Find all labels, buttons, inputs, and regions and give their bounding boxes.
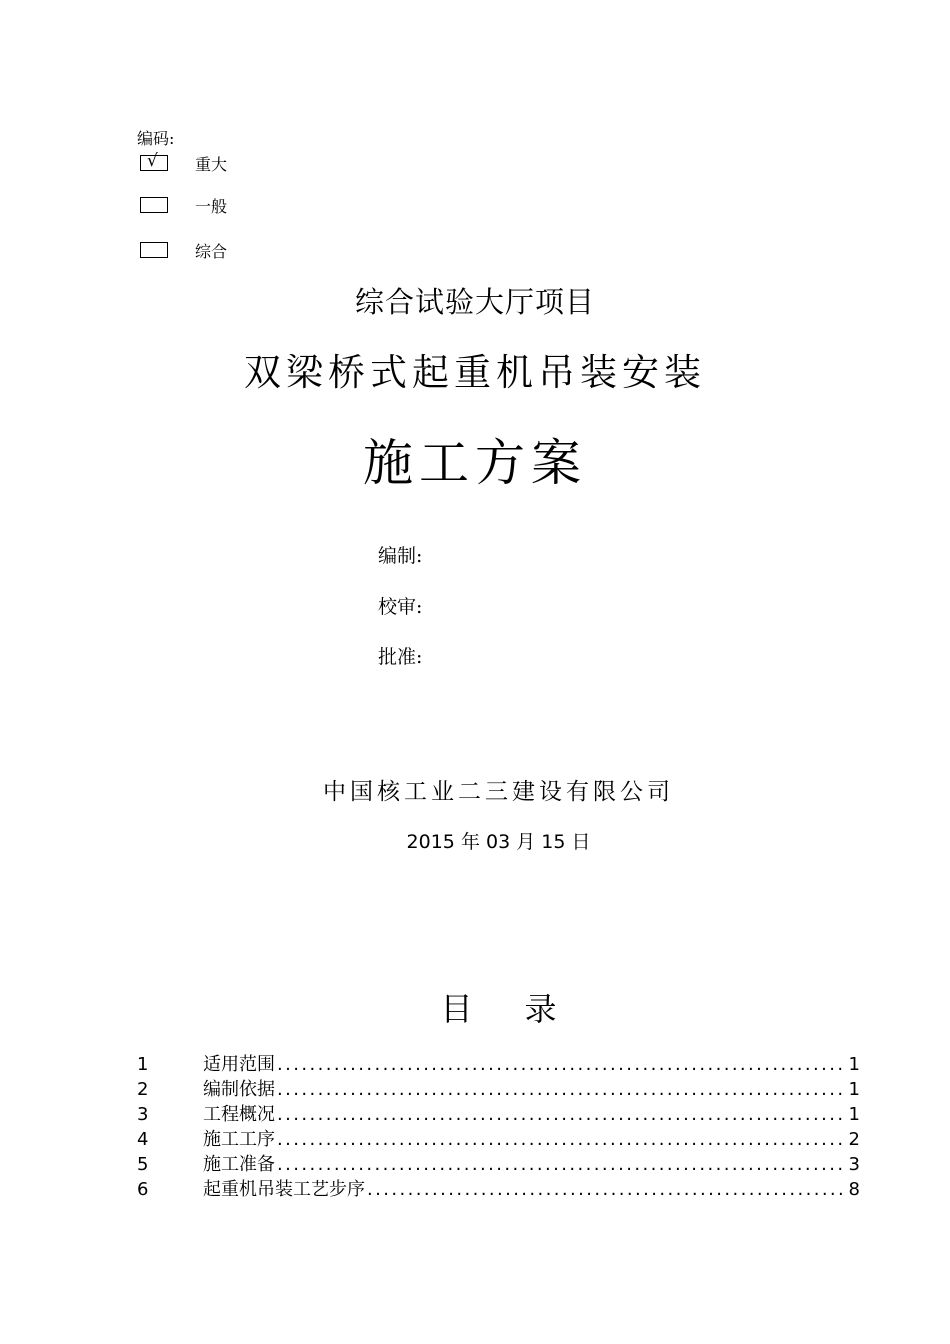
- prepared-by-label: 编制:: [378, 545, 423, 567]
- company-name: 中国核工业二三建设有限公司: [323, 779, 674, 805]
- check-mark-icon: √: [147, 151, 158, 171]
- toc-entry-page: 3: [848, 1154, 860, 1175]
- code-label: 编码:: [137, 129, 175, 148]
- checkbox-label: 综合: [195, 241, 228, 261]
- toc-entry[interactable]: [135, 1152, 860, 1177]
- toc-entry[interactable]: [135, 1102, 860, 1127]
- checkbox-general[interactable]: [140, 194, 227, 216]
- checkbox-label: 一般: [195, 196, 228, 216]
- checkbox-label: 重大: [195, 154, 228, 174]
- toc-entry-text: 施工准备: [203, 1154, 275, 1175]
- toc-entry-number: 2: [137, 1079, 149, 1100]
- toc-leader-dots: [277, 1052, 846, 1077]
- document-date: 2015 年 03 月 15 日: [406, 831, 591, 853]
- toc-entry-number: 4: [137, 1129, 149, 1150]
- checkbox-box[interactable]: [140, 151, 168, 171]
- toc-title-left: 目: [440, 990, 473, 1028]
- toc-entry[interactable]: [135, 1077, 860, 1102]
- toc-entry-number: 1: [137, 1054, 149, 1075]
- toc-entry-page: 1: [848, 1054, 860, 1075]
- toc-entry-text: 编制依据: [203, 1079, 275, 1100]
- toc-entry[interactable]: [135, 1127, 860, 1152]
- toc-entry-number: 6: [137, 1179, 149, 1200]
- toc-leader-dots: [367, 1177, 846, 1202]
- checkbox-box[interactable]: [140, 242, 168, 258]
- toc-entry-page: 1: [848, 1079, 860, 1100]
- toc-entry-text: 工程概况: [203, 1104, 275, 1125]
- toc-entry-text: 施工工序: [203, 1129, 275, 1150]
- reviewed-by-label: 校审:: [378, 596, 423, 618]
- table-of-contents: [135, 1052, 860, 1202]
- document-type-title: 施工方案: [363, 434, 587, 492]
- toc-title-right: 录: [524, 990, 557, 1028]
- approved-by-label: 批准:: [378, 646, 423, 668]
- toc-leader-dots: [277, 1152, 846, 1177]
- project-title: 综合试验大厅项目: [354, 285, 595, 319]
- toc-leader-dots: [277, 1102, 846, 1127]
- subject-title: 双梁桥式起重机吊装安装: [244, 351, 706, 394]
- toc-leader-dots: [277, 1127, 846, 1152]
- toc-entry-text: 适用范围: [203, 1054, 275, 1075]
- checkbox-major[interactable]: [140, 152, 227, 174]
- toc-entry-page: 8: [848, 1179, 860, 1200]
- toc-leader-dots: [277, 1077, 846, 1102]
- checkbox-comprehensive[interactable]: [140, 239, 227, 261]
- toc-entry-text: 起重机吊装工艺步序: [203, 1179, 365, 1200]
- toc-entry-number: 5: [137, 1154, 149, 1175]
- checkbox-box[interactable]: [140, 197, 168, 213]
- toc-entry-number: 3: [137, 1104, 149, 1125]
- toc-entry-page: 2: [848, 1129, 860, 1150]
- toc-title: [0, 984, 950, 1030]
- toc-entry[interactable]: [135, 1052, 860, 1077]
- toc-entry-page: 1: [848, 1104, 860, 1125]
- toc-entry[interactable]: [135, 1177, 860, 1202]
